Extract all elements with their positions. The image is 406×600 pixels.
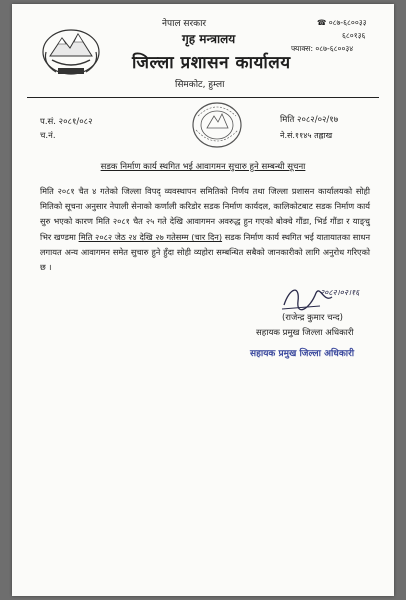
notice-body	[40, 184, 370, 275]
ministry-name: गृह मन्त्रालय	[182, 32, 236, 46]
office-seal-icon	[190, 100, 244, 150]
nepal-emblem-icon	[40, 22, 102, 76]
government-name: नेपाल सरकार	[162, 19, 207, 29]
signer-designation: सहायक प्रमुख जिल्ला अधिकारी	[256, 328, 354, 338]
office-name: जिल्ला प्रशासन कार्यालय	[132, 53, 291, 73]
dispatch-number-label: च.नं.	[40, 131, 56, 141]
signer-name: (राजेन्द्र कुमार चन्द)	[282, 313, 343, 323]
document-page	[12, 4, 394, 596]
notice-subject: सडक निर्माण कार्य स्थगित भई आवागमन सुचारु हुने सम्बन्धी सूचना	[100, 162, 306, 172]
handwritten-date: २०८२।०२।१६	[320, 288, 360, 297]
header-divider	[27, 97, 379, 98]
phone-number: ☎ ०८७-६८००३३	[317, 18, 367, 27]
phone-number-alt: ६८०१३६	[342, 31, 366, 40]
designation-stamp: सहायक प्रमुख जिल्ला अधिकारी	[250, 349, 355, 359]
letter-date: मिति २०८२/०२/१७	[280, 115, 339, 125]
letter-reference-number: प.सं. २०८१/०८२	[40, 117, 93, 127]
office-address: सिमकोट, हुम्ला	[175, 80, 225, 90]
notice-body-part-1: मिति २०८१ चैत ४ गतेको जिल्ला विपद् व्यवस्थापन समितिको निर्णय तथा जिल्ला प्रशासन कार्यालयको सोही मितिको सूचना अनुसार नेपाली सेनाको कर्णाली करिडोर सडक निर्माण कार्यदल, कालिकोटबाट सडक निर्माण कार्य सुरु भएको कारण मिति २०८१ चैत २५ गते देखि आवागमन अवरुद्ध हुन गएको बोक्चे गौंडा, भिर्ड गौंडा र याङ्चु भिर खण्डमा	[40, 186, 370, 242]
notice-body-part-2: सडक निर्माण कार्य स्थगित भई यातायातका साधन लगायत अन्य आवागमन समेत सुचारु हुने हुँदा सोही व्यहोरा सम्बन्धित सबैको जानकारीको लागि अनुरोध गरिएको छ ।	[40, 231, 371, 273]
nepal-sambat-date: ने.सं.११४५ तह्लाख	[280, 131, 333, 140]
notice-highlight-dates: मिति २०८२ जेठ २४ देखि २७ गतेसम्म (चार दिन)	[78, 231, 223, 242]
fax-number: फ्याक्स: ०८७-६८००३४	[291, 44, 354, 53]
